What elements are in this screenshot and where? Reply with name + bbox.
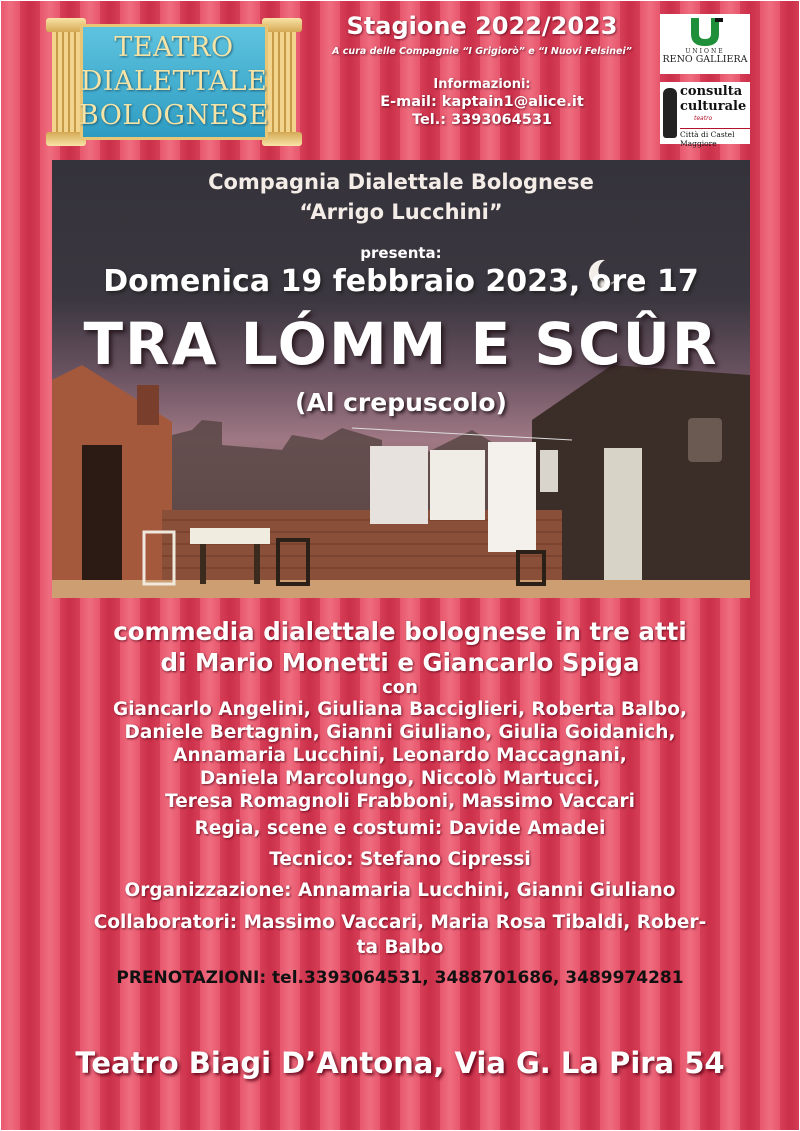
header-info — [320, 12, 644, 128]
presenta-label: presenta: — [360, 244, 442, 262]
unione-name: RENO GALLIERA — [662, 54, 748, 65]
genre-line-1: commedia dialettale bolognese in tre atti — [113, 617, 687, 646]
rooftop-scene-illustration — [52, 160, 750, 598]
organization-credit: Organizzazione: Annamaria Lucchini, Gianni Giuliano — [124, 880, 676, 901]
season-title: Stagione 2022/2023 — [346, 12, 618, 40]
company-name: Compagnia Dialettale Bolognese — [208, 170, 594, 194]
contact-phone[interactable]: Tel.: 3393064531 — [411, 112, 552, 128]
logo-line-1: TEATRO — [114, 32, 234, 63]
unione-label: UNIONE — [685, 48, 725, 55]
con-label: con — [382, 677, 418, 698]
play-subtitle: (Al crepuscolo) — [295, 388, 507, 417]
company-quote: “Arrigo Lucchini” — [299, 200, 503, 224]
u-mark-icon — [685, 16, 725, 48]
consulta-line-2: culturale — [680, 99, 747, 114]
cast-line: Annamaria Lucchini, Leonardo Maccagnani, — [173, 745, 627, 766]
cast-line: Daniele Bertagnin, Gianni Giuliano, Giulia Goidanich, — [124, 722, 676, 743]
bookings-line[interactable]: PRENOTAZIONI: tel.3393064531, 3488701686, 3489974281 — [116, 968, 684, 988]
logo-line-2: DIALETTALE — [80, 66, 268, 97]
genre-line-2: di Mario Monetti e Giancarlo Spiga — [160, 648, 640, 677]
unione-reno-galliera-logo — [660, 14, 750, 74]
consulta-line-3: teatro — [694, 115, 713, 122]
curated-by: A cura delle Compagnie “I Grigiorò” e “I Nuovi Felsinei” — [332, 46, 632, 57]
venue-address: Teatro Biagi D’Antona, Via G. La Pira 54 — [75, 1046, 725, 1080]
poster-image — [52, 160, 750, 598]
credits-block — [30, 616, 770, 990]
cast-line: Teresa Romagnoli Frabboni, Massimo Vaccari — [165, 791, 635, 812]
collaborators-credit-2: ta Balbo — [356, 937, 444, 958]
technician-credit: Tecnico: Stefano Cipressi — [269, 849, 531, 870]
theatre-mask-icon — [663, 88, 677, 138]
info-title: Informazioni: — [433, 77, 531, 92]
collaborators-credit-1: Collaboratori: Massimo Vaccari, Maria Rosa Tibaldi, Rober- — [93, 912, 707, 933]
show-date: Domenica 19 febbraio 2023, ore 17 — [103, 264, 699, 299]
play-title: TRA LÓMM E SCÛR — [83, 310, 719, 378]
consulta-culturale-logo — [660, 82, 750, 148]
cast-line: Daniela Marcolungo, Niccolò Martucci, — [199, 768, 601, 789]
cast-line: Giancarlo Angelini, Giuliana Bacciglieri, Roberta Balbo, — [113, 699, 687, 720]
consulta-line-1: consulta — [680, 84, 743, 99]
teatro-dialettale-logo — [46, 18, 302, 146]
logo-line-3: BOLOGNESE — [78, 100, 270, 131]
direction-credit: Regia, scene e costumi: Davide Amadei — [194, 818, 606, 839]
contact-email[interactable]: E-mail: kaptain1@alice.it — [380, 94, 584, 110]
consulta-line-4: Città di Castel Maggiore — [680, 128, 750, 148]
logo-panel — [80, 24, 268, 140]
